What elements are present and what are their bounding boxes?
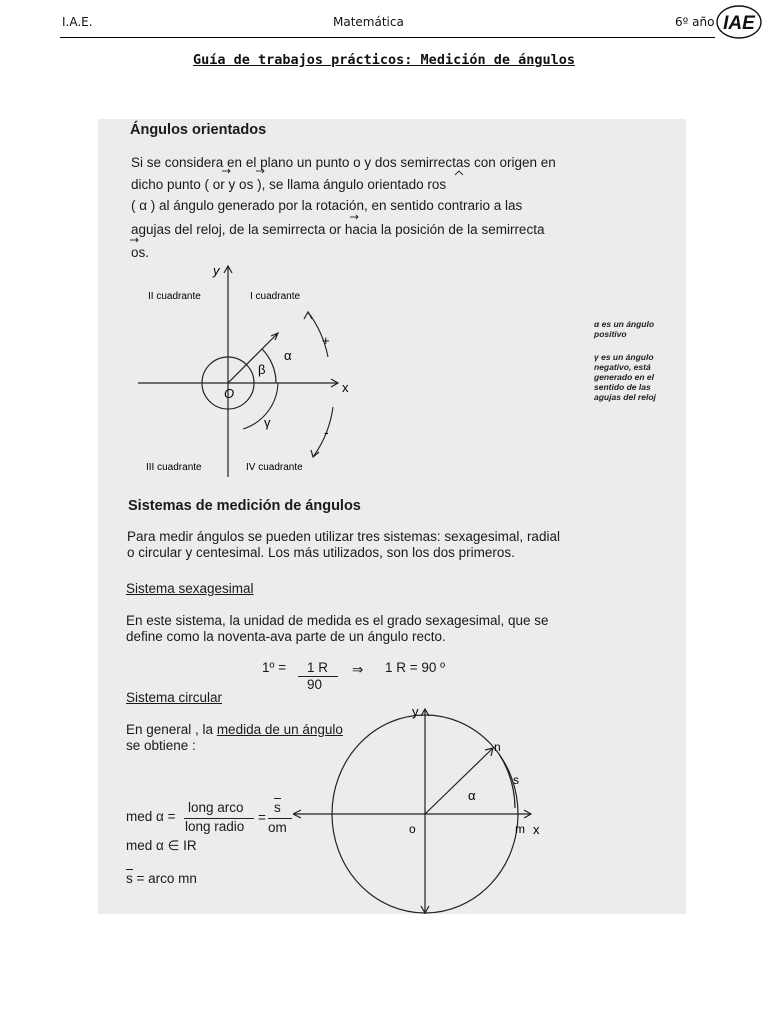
header-subject: Matemática <box>333 15 404 29</box>
page-title: Guía de trabajos prácticos: Medición de ángulos <box>192 52 575 68</box>
quadrant-label: I cuadrante <box>250 291 301 302</box>
school-logo <box>714 4 762 40</box>
arc-mark <box>274 798 281 799</box>
fraction-bar <box>268 818 292 819</box>
paragraph-line: o circular y centesimal. Los más utilizados, son los dos primeros. <box>127 545 515 560</box>
vector-marks <box>98 119 686 279</box>
frac1-denominator: long radio <box>185 819 245 834</box>
frac2-numerator: s <box>274 800 281 815</box>
arc-mark <box>126 869 133 870</box>
frac2-denominator: om <box>268 820 287 835</box>
paragraph-line: En este sistema, la unidad de medida es el grado sexagesimal, que se <box>126 613 549 628</box>
circular-system-diagram <box>293 704 553 916</box>
radius-on <box>425 748 493 814</box>
scanned-page <box>98 119 686 914</box>
side-note-gamma: γ es un ángulo negativo, está generado en el sentido de las agujas del reloj <box>594 352 656 402</box>
x-axis-label: x <box>533 822 540 837</box>
gamma-label: γ <box>264 415 271 430</box>
frac1-numerator: long arco <box>188 800 244 815</box>
arc-definition: s = arco mn <box>126 871 197 886</box>
med-alpha-belongs: med α ∈ IR <box>126 838 197 853</box>
equals-sign: = <box>258 810 266 825</box>
oriented-angle-diagram <box>128 257 368 482</box>
paragraph-line: ( α ) al ángulo generado por la rotación, en sentido contrario a las <box>131 198 523 213</box>
point-n-label: n <box>494 740 501 754</box>
formula-lhs: 1º = <box>262 660 287 675</box>
med-alpha-label: med α = <box>126 809 176 824</box>
paragraph-line: dicho punto ( or y os ), se llama ángulo orientado ros <box>131 177 447 192</box>
page-header <box>0 0 768 40</box>
alpha-label: α <box>468 788 476 803</box>
paragraph-line: agujas del reloj, de la semirrecta or hacia la posición de la semirrecta <box>131 222 545 237</box>
header-grade: 6º año <box>675 15 715 29</box>
plus-sign: + <box>322 333 330 348</box>
paragraph-line: os. <box>131 245 150 260</box>
implies-arrow: ⇒ <box>352 662 364 677</box>
heading-sistema-circular: Sistema circular <box>126 690 223 705</box>
paragraph-line: se obtiene : <box>126 738 196 753</box>
heading-sistemas-medicion: Sistemas de medición de ángulos <box>128 498 361 514</box>
logo-text: IAE <box>723 13 755 34</box>
beta-label: β <box>258 362 266 377</box>
point-m-label: m <box>515 822 525 836</box>
formula-numerator: 1 R <box>307 660 329 675</box>
header-school: I.A.E. <box>62 15 93 29</box>
origin-label: o <box>409 822 416 836</box>
paragraph-line: En general , la medida de un ángulo <box>126 722 343 737</box>
paragraph-line: Si se considera en el plano un punto o y dos semirrectas con origen en <box>131 155 556 170</box>
formula-denominator: 90 <box>307 677 323 692</box>
paragraph-line: Para medir ángulos se pueden utilizar tres sistemas: sexagesimal, radial <box>127 529 560 544</box>
header-rule <box>60 37 715 38</box>
paragraph-line: define como la noventa-ava parte de un ángulo recto. <box>126 629 446 644</box>
y-axis-label: y <box>412 704 419 719</box>
y-axis-label: y <box>213 263 220 278</box>
heading-sistema-sexagesimal: Sistema sexagesimal <box>126 581 254 596</box>
quadrant-label: III cuadrante <box>146 462 202 473</box>
x-axis-label: x <box>342 380 349 395</box>
formula-rhs: 1 R = 90 º <box>385 660 446 675</box>
minus-sign: - <box>324 424 329 440</box>
origin-label: O <box>224 386 235 401</box>
quadrant-label: II cuadrante <box>148 291 201 302</box>
alpha-label: α <box>284 348 292 363</box>
arc-s-label: s <box>513 773 519 787</box>
quadrant-label: IV cuadrante <box>246 462 303 473</box>
heading-angulos-orientados: Ángulos orientados <box>130 122 267 138</box>
side-note-alpha: α es un ángulo positivo <box>594 319 655 339</box>
